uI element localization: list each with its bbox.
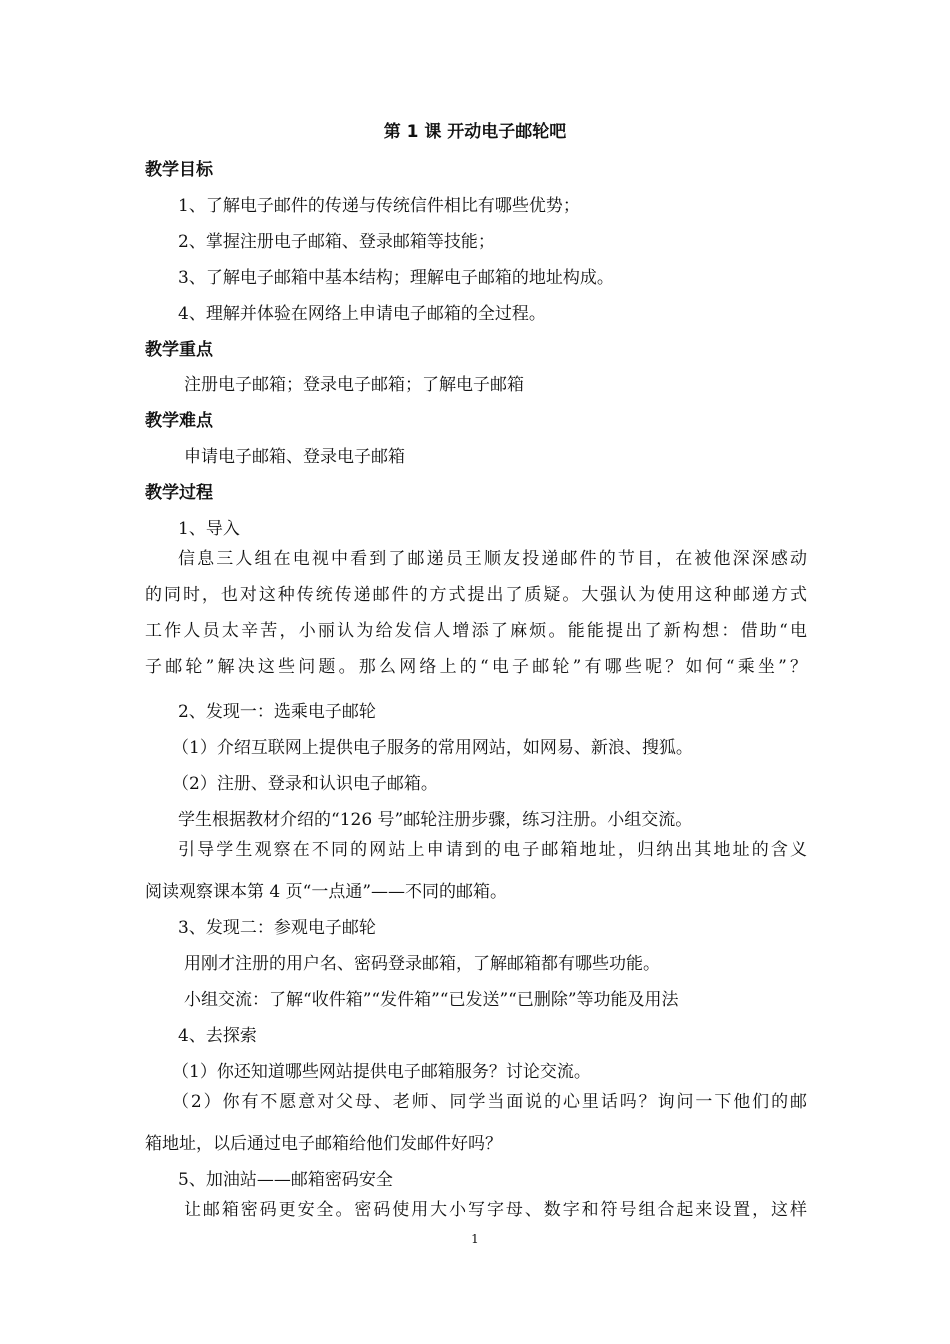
process-line: 4、去探索 [178,1026,257,1046]
process-heading: 教学过程 [145,483,213,503]
process-line: 的同时，也对这种传统传递邮件的方式提出了质疑。大强认为使用这种邮递方式 [145,585,807,605]
process-line: 小组交流：了解“收件箱”“发件箱”“已发送”“已删除”等功能及用法 [184,990,679,1010]
key-points-heading: 教学重点 [145,340,213,360]
process-line: （2）注册、登录和认识电子邮箱。 [172,774,438,794]
process-line: （1）你还知道哪些网站提供电子邮箱服务？讨论交流。 [172,1062,591,1082]
key-points-text: 注册电子邮箱；登录电子邮箱；了解电子邮箱 [184,375,524,395]
difficulties-text: 申请电子邮箱、登录电子邮箱 [184,447,405,467]
process-line: 箱地址，以后通过电子邮箱给他们发邮件好吗？ [145,1134,502,1154]
process-line: 学生根据教材介绍的“126 号”邮轮注册步骤，练习注册。小组交流。 [178,810,693,830]
goal-item: 4、理解并体验在网络上申请电子邮箱的全过程。 [178,304,546,324]
process-line: （1）介绍互联网上提供电子服务的常用网站，如网易、新浪、搜狐。 [172,738,693,758]
process-line: （2）你有不愿意对父母、老师、同学当面说的心里话吗？询问一下他们的邮 [172,1092,807,1112]
goal-item: 1、了解电子邮件的传递与传统信件相比有哪些优势； [178,196,580,216]
process-line: 让邮箱密码更安全。密码使用大小写字母、数字和符号组合起来设置，这样 [184,1200,807,1220]
goal-item: 2、掌握注册电子邮箱、登录邮箱等技能； [178,232,495,252]
process-line: 2、发现一：选乘电子邮轮 [178,702,376,722]
goals-heading: 教学目标 [145,160,213,180]
process-line: 引导学生观察在不同的网站上申请到的电子邮箱地址，归纳出其地址的含义 [178,840,807,860]
page-number: 1 [471,1232,479,1246]
difficulties-heading: 教学难点 [145,411,213,431]
lesson-title: 第 1 课 开动电子邮轮吧 [383,122,567,142]
process-line: 1、导入 [178,519,240,539]
process-line: 5、加油站——邮箱密码安全 [178,1170,393,1190]
process-line: 子邮轮”解决这些问题。那么网络上的“电子邮轮”有哪些呢？如何“乘坐”？ [145,657,807,677]
goal-item: 3、了解电子邮箱中基本结构；理解电子邮箱的地址构成。 [178,268,614,288]
process-line: 用刚才注册的用户名、密码登录邮箱，了解邮箱都有哪些功能。 [184,954,660,974]
process-line: 3、发现二：参观电子邮轮 [178,918,376,938]
process-line: 阅读观察课本第 4 页“一点通”——不同的邮箱。 [145,882,508,902]
process-line: 工作人员太辛苦，小丽认为给发信人增添了麻烦。能能提出了新构想：借助“电 [145,621,807,641]
process-line: 信息三人组在电视中看到了邮递员王顺友投递邮件的节目，在被他深深感动 [178,549,807,569]
